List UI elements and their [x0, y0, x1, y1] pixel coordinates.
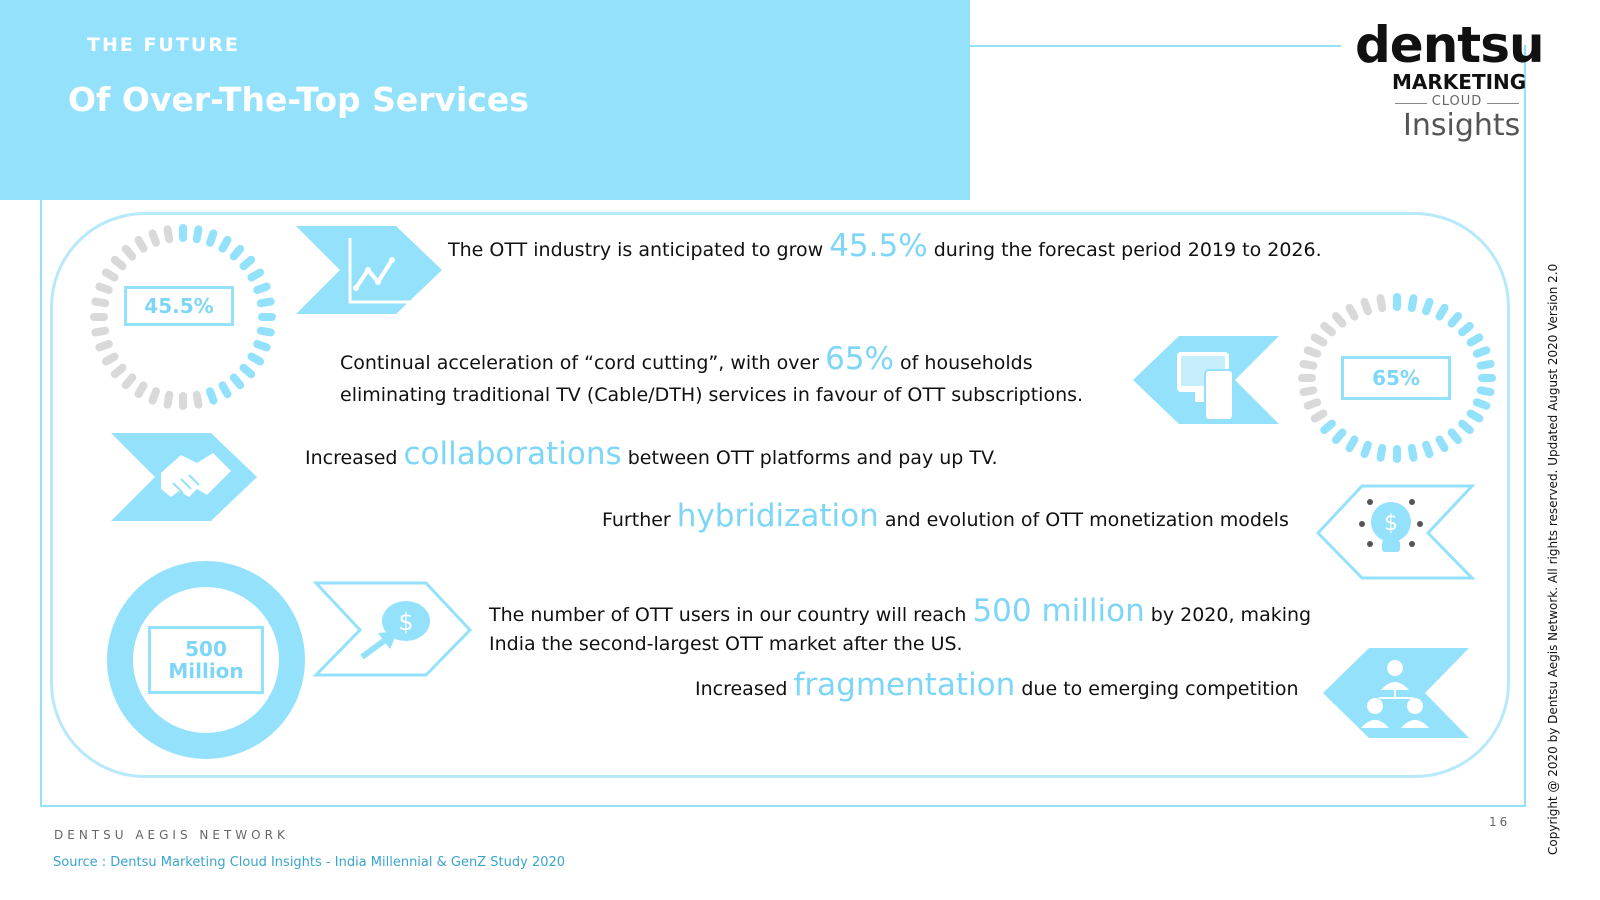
ring-dash — [1303, 397, 1323, 411]
stat-frag-pre: Increased — [695, 678, 788, 700]
ring-dash — [258, 313, 276, 321]
stat-collab-pre: Increased — [305, 447, 398, 469]
ring-dash — [1393, 445, 1401, 463]
stat-growth-pre: The OTT industry is anticipated to grow — [448, 239, 824, 261]
copyright-note: Copyright @ 2020 by Dentsu Aegis Network. All rights reserved. Updated August 2020 Version 2.0 — [1546, 263, 1560, 855]
stat-frag-post: due to emerging competition — [1021, 678, 1299, 700]
ring-dash — [1319, 320, 1338, 338]
ring-dash — [1299, 386, 1318, 397]
ring-dash — [94, 339, 114, 353]
ring-label-500 — [148, 626, 264, 694]
ring-dash — [91, 297, 110, 308]
stat-cord-cutting — [340, 341, 1033, 377]
stat-collaborations — [305, 436, 998, 472]
ring-dash — [252, 281, 272, 295]
ring-dash — [1359, 297, 1373, 317]
ring-dash — [1376, 443, 1387, 462]
stat-users-pre: The number of OTT users in our country will reach — [489, 604, 967, 626]
ring-dash — [1309, 332, 1329, 348]
stat-fragmentation — [695, 667, 1299, 703]
ring-dash — [1303, 345, 1323, 359]
ring-dash — [217, 234, 233, 254]
ring-dash — [1330, 427, 1348, 446]
money-target-icon — [316, 583, 472, 677]
svg-text:$: $ — [398, 608, 414, 636]
ring-label-45: 45.5% — [124, 286, 234, 326]
ring-dash — [109, 362, 128, 380]
ring-dash — [120, 372, 138, 391]
svg-text:$: $ — [1384, 511, 1398, 536]
ring-dash — [100, 267, 120, 283]
people-network-icon — [1323, 648, 1469, 738]
ring-dash — [1476, 386, 1495, 397]
stat-hybrid-post: and evolution of OTT monetization models — [884, 509, 1289, 531]
ring-dash — [192, 225, 203, 244]
ring-dash — [1309, 408, 1329, 424]
growth-chart-icon — [296, 226, 442, 314]
ring-dash — [1344, 434, 1360, 454]
ring-label-65: 65% — [1341, 356, 1451, 400]
ring-dash — [1299, 359, 1318, 370]
stat-cord-highlight: 65% — [825, 341, 894, 377]
logo-line-insights: Insights — [1403, 108, 1521, 143]
ring-label-500-unit: Million — [168, 659, 244, 683]
ring-dash — [217, 380, 233, 400]
footer-network: DENTSU AEGIS NETWORK — [54, 828, 289, 842]
ring-dash — [1478, 374, 1496, 382]
stat-growth — [448, 228, 1322, 264]
ring-dash — [100, 351, 120, 367]
page-number: 16 — [1489, 815, 1511, 829]
ring-dash — [1434, 434, 1450, 454]
ring-dash — [1421, 297, 1435, 317]
ring-dash — [1407, 294, 1418, 313]
stat-cord-post: of households — [900, 352, 1033, 374]
ring-dash — [94, 281, 114, 295]
stat-cord-line2: eliminating traditional TV (Cable/DTH) services in favour of OTT subscriptions. — [340, 384, 1084, 406]
ring-dash — [1472, 397, 1492, 411]
frame-top-left-line — [40, 45, 76, 47]
ring-dash — [91, 326, 110, 337]
stat-users-line2: India the second-largest OTT market after the US. — [489, 633, 963, 655]
ring-dash — [1359, 440, 1373, 460]
stat-users-post: by 2020, making — [1150, 604, 1312, 626]
ring-dash — [238, 362, 257, 380]
stat-hybridization — [602, 498, 1289, 534]
ring-dash — [179, 392, 187, 410]
ring-dash — [1476, 359, 1495, 370]
ring-dash — [1456, 418, 1475, 436]
source-note: Source : Dentsu Marketing Cloud Insights - India Millennial & GenZ Study 2020 — [53, 855, 566, 870]
ring-dash — [1330, 310, 1348, 329]
ring-dash — [246, 351, 266, 367]
ring-dash — [1434, 302, 1450, 322]
ring-dash — [256, 326, 275, 337]
ring-dash — [1393, 293, 1401, 311]
ring-dash — [1298, 374, 1316, 382]
devices-icon — [1133, 336, 1279, 424]
ring-dash — [147, 386, 161, 406]
ring-dash — [179, 224, 187, 242]
ring-dash — [133, 234, 149, 254]
ring-dash — [1376, 294, 1387, 313]
ring-dash — [1465, 408, 1485, 424]
ring-dash — [1421, 440, 1435, 460]
ring-dash — [252, 339, 272, 353]
ring-dash — [256, 297, 275, 308]
ring-dash — [1319, 418, 1338, 436]
ring-dash — [1407, 443, 1418, 462]
logo-brand: dentsu — [1355, 16, 1544, 74]
stat-growth-post: during the forecast period 2019 to 2026. — [933, 239, 1322, 261]
ring-dash — [109, 254, 128, 272]
stat-frag-highlight: fragmentation — [793, 667, 1016, 703]
ring-dash — [163, 225, 174, 244]
stat-hybrid-pre: Further — [602, 509, 671, 531]
stat-users-highlight: 500 million — [972, 593, 1145, 629]
ring-dash — [147, 228, 161, 248]
ring-dash — [228, 372, 246, 391]
ring-dash — [238, 254, 257, 272]
ring-dash — [228, 243, 246, 262]
ring-dash — [133, 380, 149, 400]
ring-dash — [205, 386, 219, 406]
page-title: Of Over-The-Top Services — [68, 80, 529, 119]
money-idea-icon — [1316, 486, 1472, 580]
ring-dash — [1465, 332, 1485, 348]
stat-collab-highlight: collaborations — [403, 436, 622, 472]
ring-dash — [120, 243, 138, 262]
ring-dash — [1456, 320, 1475, 338]
ring-dash — [205, 228, 219, 248]
ring-dash — [1344, 302, 1360, 322]
stat-users — [489, 593, 1312, 629]
ring-dash — [90, 313, 108, 321]
stat-collab-post: between OTT platforms and pay up TV. — [627, 447, 998, 469]
logo-line-marketing: MARKETING — [1392, 70, 1527, 94]
stat-growth-highlight: 45.5% — [829, 228, 928, 264]
ring-label-500-number: 500 — [185, 637, 227, 661]
handshake-icon — [111, 433, 257, 521]
ring-dash — [163, 390, 174, 409]
ring-dash — [1446, 310, 1464, 329]
ring-dash — [246, 267, 266, 283]
ring-dash — [1446, 427, 1464, 446]
logo-line-cloud: CLOUD — [1395, 94, 1519, 109]
section-label: THE FUTURE — [87, 34, 240, 56]
stat-hybrid-highlight: hybridization — [676, 498, 879, 534]
ring-dash — [192, 390, 203, 409]
frame-top-line — [477, 45, 1341, 47]
ring-dash — [1472, 345, 1492, 359]
stat-cord-pre: Continual acceleration of “cord cutting”, with over — [340, 352, 820, 374]
